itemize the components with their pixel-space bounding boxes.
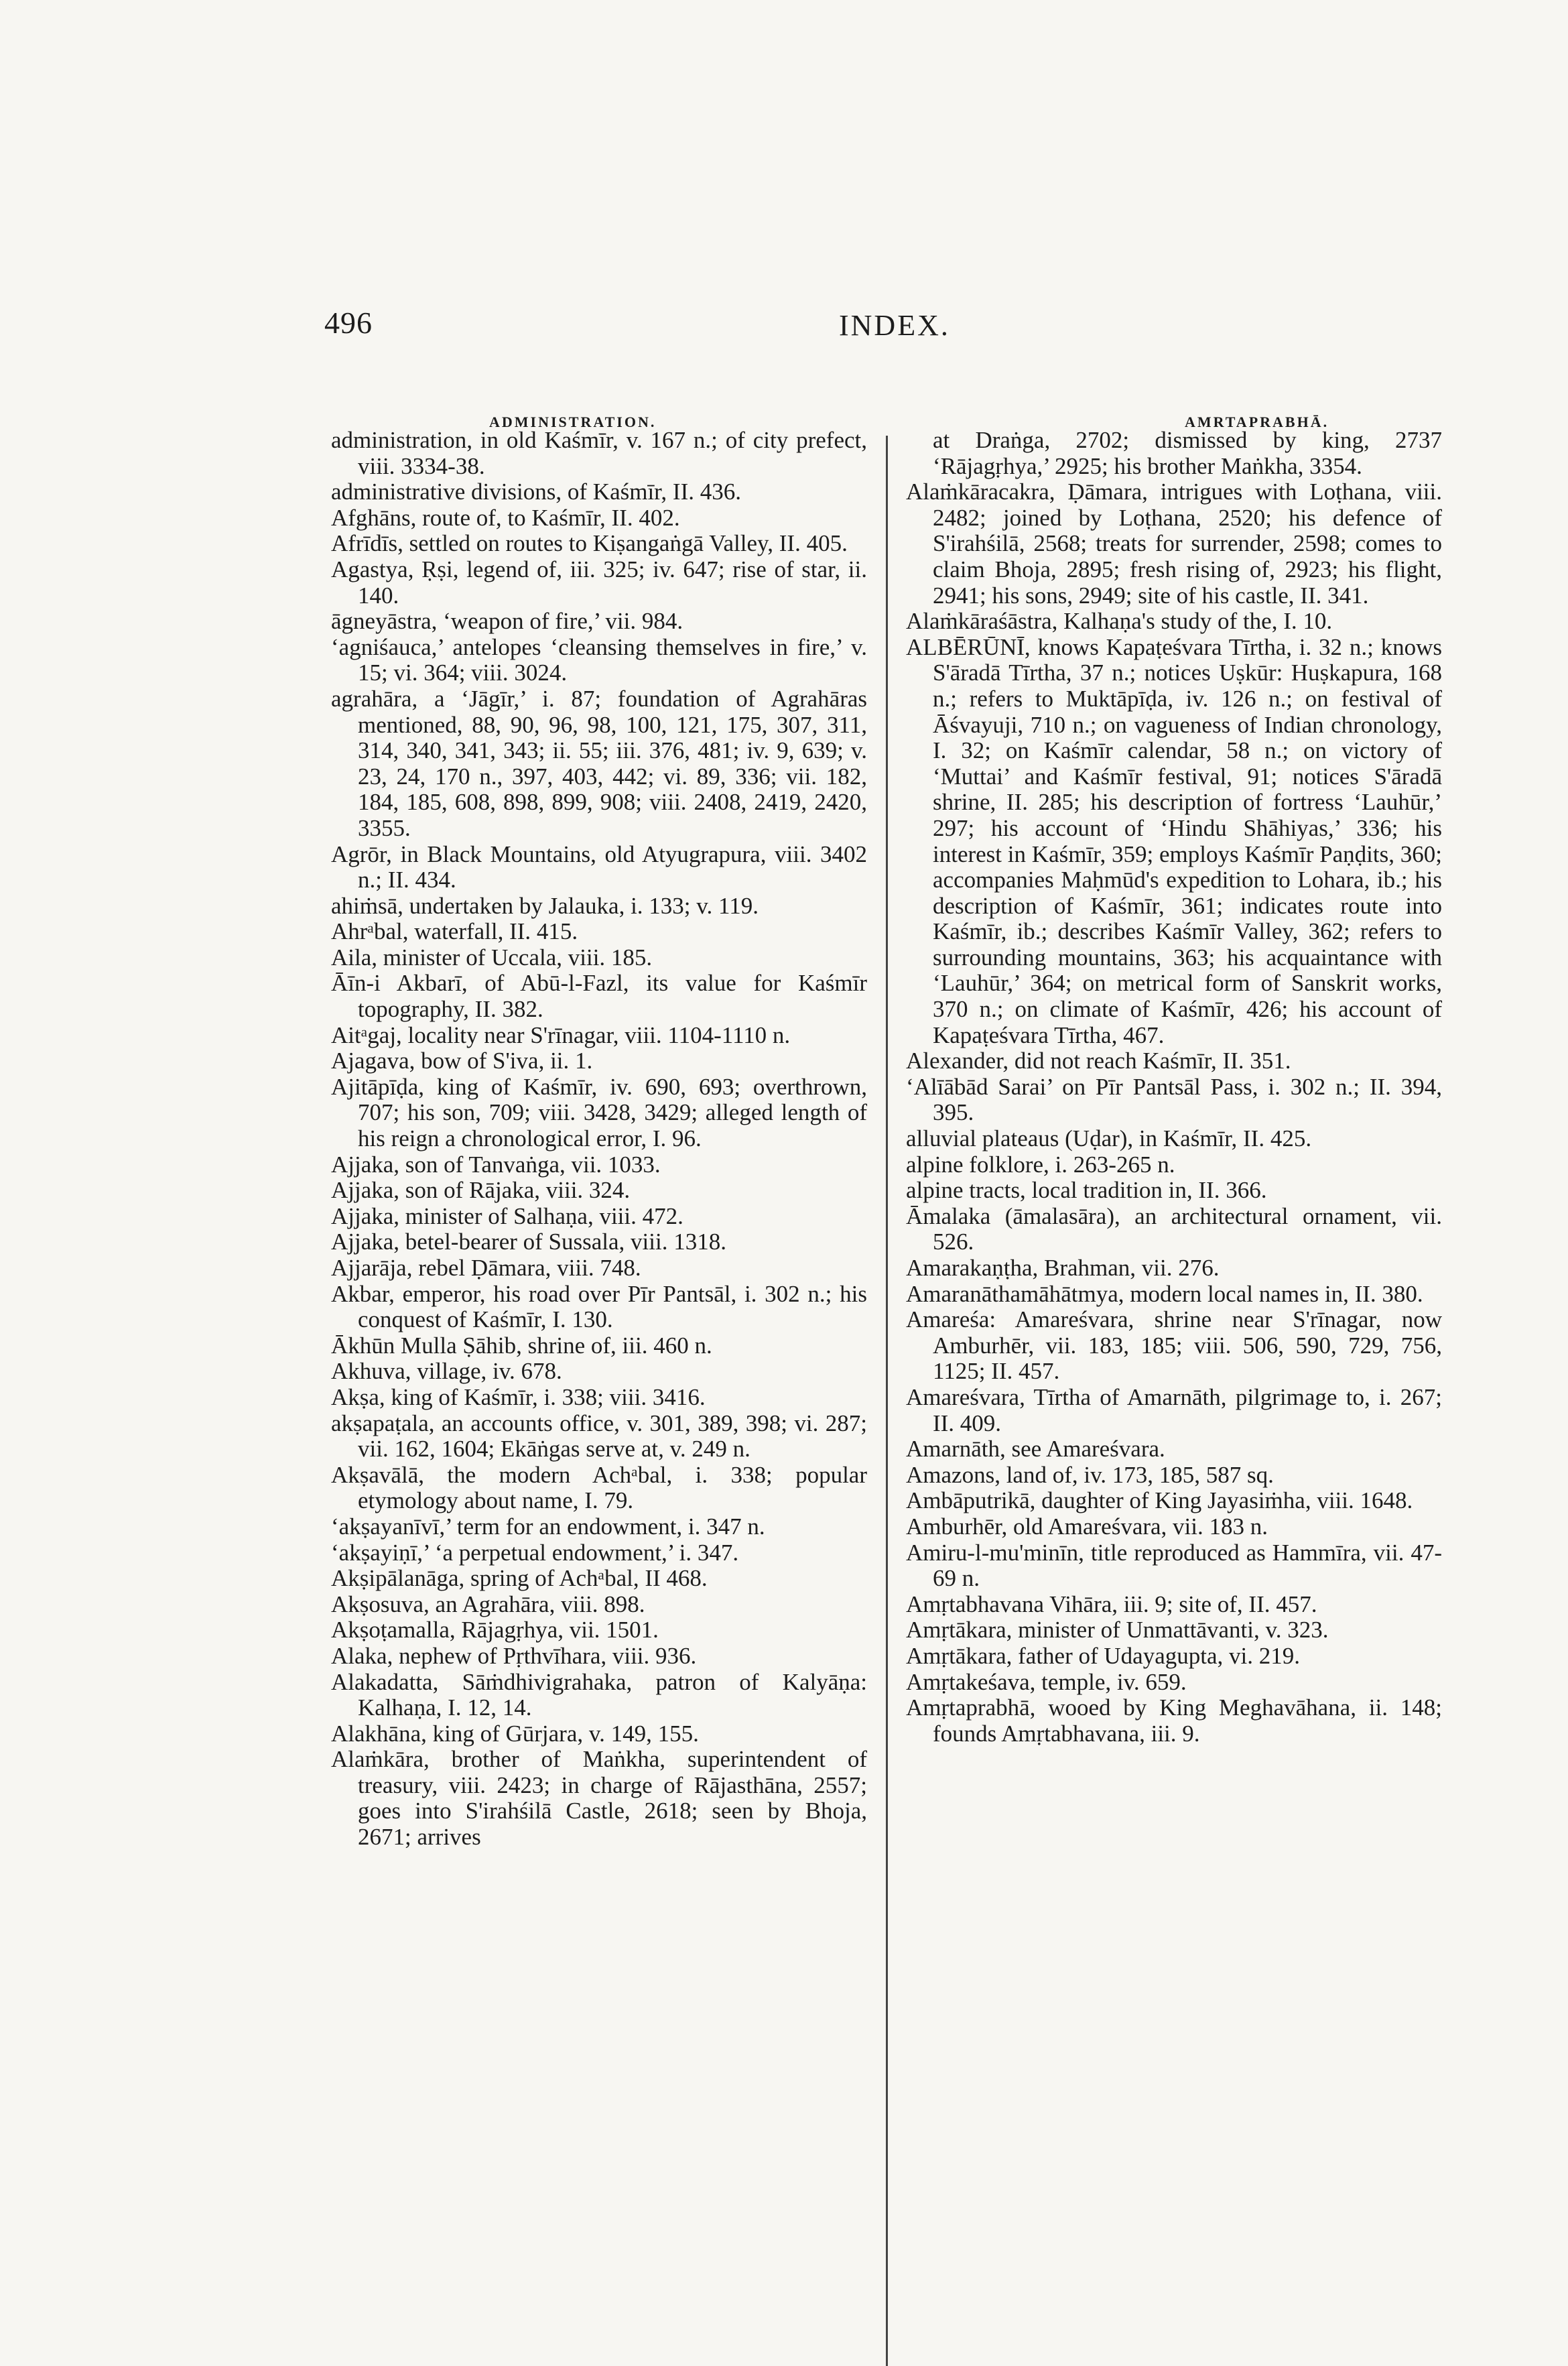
index-entry: Akbar, emperor, his road over Pīr Pantsāl, i. 302 n.; his conquest of Kaśmīr, I. 130.	[331, 1280, 867, 1333]
index-entry: administration, in old Kaśmīr, v. 167 n.; of city prefect, viii. 3334-38.	[331, 427, 867, 479]
index-entry: Akṣosuva, an Agrahāra, viii. 898.	[331, 1591, 645, 1617]
index-entry: Alakadatta, Sāṁdhivigrahaka, patron of Kalyāṇa: Kalhaṇa, I. 12, 14.	[331, 1668, 867, 1721]
index-column-left	[331, 428, 867, 1851]
index-entry: Ajitāpīḍa, king of Kaśmīr, iv. 690, 693; overthrown, 707; his son, 709; viii. 3428, 3429; alleged length of his reign a chronological error, I. 96.	[331, 1073, 867, 1152]
index-entry: ahiṁsā, undertaken by Jalauka, i. 133; v. 119.	[331, 892, 759, 919]
index-entry: administrative divisions, of Kaśmīr, II. 436.	[331, 479, 741, 505]
index-entry: Agastya, Ṛṣi, legend of, iii. 325; iv. 647; rise of star, ii. 140.	[331, 556, 867, 609]
index-entry: Amarnāth, see Amareśvara.	[906, 1436, 1165, 1462]
index-entry: ALBĒRŪNĪ, knows Kapaṭeśvara Tīrtha, i. 32 n.; knows S'āradā Tīrtha, 37 n.; notices Uṣkūr: Huṣkapura, 168 n.; refers to Muktāpīḍa, iv. 126 n.; on festival of Āśvayuji, 710 n.; on vagueness of Indian chronology, I. 32; on Kaśmīr calendar, 58 n.; on victory of ‘Muttai’ and Kaśmīr festival, 91; notices S'āradā shrine, II. 285; his description of fortress ‘Lauhūr,’ 297; his account of ‘Hindu Shāhiyas,’ 336; his interest in Kaśmīr, 359; employs Kaśmīr Paṇḍits, 360; accompanies Maḥmūd's expedition to Lohara, ib.; his description of Kaśmīr, 361; indicates route into Kaśmīr, ib.; describes Kaśmīr Valley, 362; refers to surrounding mountains, 363; his acquaintance with ‘Lauhūr,’ 364; on metrical form of Sanskrit works, 370 n.; on climate of Kaśmīr, 426; his account of Kapaṭeśvara Tīrtha, 467.	[906, 633, 1442, 1048]
index-entry: āgneyāstra, ‘weapon of fire,’ vii. 984.	[331, 608, 683, 635]
index-entry: Akṣa, king of Kaśmīr, i. 338; viii. 3416.	[331, 1383, 706, 1410]
index-entry: Ākhūn Mulla Ṣāhib, shrine of, iii. 460 n.	[331, 1332, 712, 1359]
index-entry: Ambāputrikā, daughter of King Jayasiṁha, viii. 1648.	[906, 1487, 1413, 1514]
page-number: 496	[324, 306, 373, 340]
page-title: INDEX.	[839, 309, 950, 342]
index-entry: Aila, minister of Uccala, viii. 185.	[331, 944, 653, 971]
index-entry: Alaṁkāraśāstra, Kalhaṇa's study of the, I. 10.	[906, 608, 1333, 635]
index-column-right	[906, 428, 1442, 1747]
index-entry: Aitᵃgaj, locality near S'rīnagar, viii. 1104-1110 n.	[331, 1021, 791, 1048]
index-entry: Āmalaka (āmalasāra), an architectural ornament, vii. 526.	[906, 1202, 1442, 1255]
index-entry: at Draṅga, 2702; dismissed by king, 2737 ‘Rājagṛhya,’ 2925; his brother Maṅkha, 3354.	[933, 427, 1442, 479]
index-entry: agrahāra, a ‘Jāgīr,’ i. 87; foundation of Agrahāras mentioned, 88, 90, 96, 98, 100, 121, 175, 307, 311, 314, 340, 341, 343; ii. 55; iii. 376, 481; iv. 9, 639; v. 23, 24, 170 n., 397, 403, 442; vi. 89, 336; vii. 182, 184, 185, 608, 898, 899, 908; viii. 2408, 2419, 2420, 3355.	[331, 685, 867, 841]
index-entry: Amṛtabhavana Vihāra, iii. 9; site of, II. 457.	[906, 1591, 1317, 1617]
index-entry: Akṣipālanāga, spring of Achᵃbal, II 468.	[331, 1565, 708, 1592]
index-entry: Alexander, did not reach Kaśmīr, II. 351.	[906, 1048, 1291, 1074]
index-entry: ‘akṣayiṇī,’ ‘a perpetual endowment,’ i. 347.	[331, 1539, 739, 1566]
index-entry: Akṣavālā, the modern Achᵃbal, i. 338; popular etymology about name, I. 79.	[331, 1461, 867, 1514]
index-entry: Ajjaka, son of Tanvaṅga, vii. 1033.	[331, 1151, 661, 1178]
index-entry: Amṛtaprabhā, wooed by King Meghavāhana, ii. 148; founds Amṛtabhavana, iii. 9.	[906, 1694, 1442, 1747]
index-entry: Amṛtākara, father of Udayagupta, vi. 219.	[906, 1642, 1300, 1669]
index-entry: Agrōr, in Black Mountains, old Atyugrapura, viii. 3402 n.; II. 434.	[331, 840, 867, 893]
index-entry: Alaṁkāracakra, Ḍāmara, intrigues with Loṭhana, viii. 2482; joined by Loṭhana, 2520; his defence of S'irahśilā, 2568; treats for surrender, 2598; comes to claim Bhoja, 2895; fresh rising of, 2923; his flight, 2941; his sons, 2949; site of his castle, II. 341.	[906, 479, 1442, 609]
index-entry: ‘Alīābād Sarai’ on Pīr Pantsāl Pass, i. 302 n.; II. 394, 395.	[906, 1073, 1442, 1126]
index-entry: Ajjaka, minister of Salhaṇa, viii. 472.	[331, 1202, 683, 1229]
index-entry: alluvial plateaus (Uḍar), in Kaśmīr, II. 425.	[906, 1125, 1312, 1152]
running-head-right: AMRTAPRABHĀ.	[1185, 414, 1329, 430]
index-entry: Amareśa: Amareśvara, shrine near S'rīnagar, now Amburhēr, vii. 183, 185; viii. 506, 590, 729, 756, 1125; II. 457.	[906, 1306, 1442, 1385]
index-entry: Alaka, nephew of Pṛthvīhara, viii. 936.	[331, 1642, 697, 1669]
index-entry: Akṣoṭamalla, Rājagṛhya, vii. 1501.	[331, 1617, 659, 1643]
index-entry: alpine tracts, local tradition in, II. 366.	[906, 1177, 1267, 1204]
index-entry: ‘agniśauca,’ antelopes ‘cleansing themselves in fire,’ v. 15; vi. 364; viii. 3024.	[331, 633, 867, 686]
index-entry: Afrīdīs, settled on routes to Kiṣangaṅgā Valley, II. 405.	[331, 530, 848, 557]
index-entry: akṣapaṭala, an accounts office, v. 301, 389, 398; vi. 287; vii. 162, 1604; Ekāṅgas serve at, v. 249 n.	[331, 1410, 867, 1462]
index-entry: Amaranāthamāhātmya, modern local names in, II. 380.	[906, 1280, 1423, 1307]
index-entry: Ajjaka, son of Rājaka, viii. 324.	[331, 1177, 631, 1204]
index-entry: Alaṁkāra, brother of Maṅkha, superintendent of treasury, viii. 2423; in charge of Rājasthāna, 2557; goes into S'irahśilā Castle, 2618; seen by Bhoja, 2671; arrives	[331, 1746, 867, 1851]
column-divider	[886, 436, 888, 2366]
index-entry: Ajjaka, betel-bearer of Sussala, viii. 1318.	[331, 1229, 726, 1255]
index-entry: alpine folklore, i. 263-265 n.	[906, 1151, 1175, 1178]
running-head-left: ADMINISTRATION.	[489, 414, 657, 430]
index-entry: Āīn-i Akbarī, of Abū-l-Fazl, its value for Kaśmīr topography, II. 382.	[331, 970, 867, 1023]
index-entry: Amazons, land of, iv. 173, 185, 587 sq.	[906, 1461, 1274, 1488]
index-entry: Afghāns, route of, to Kaśmīr, II. 402.	[331, 504, 680, 531]
index-entry: Amarakaṇṭha, Brahman, vii. 276.	[906, 1255, 1220, 1281]
index-entry: Amiru-l-mu'minīn, title reproduced as Hammīra, vii. 47-69 n.	[906, 1539, 1442, 1592]
index-entry: Amṛtakeśava, temple, iv. 659.	[906, 1668, 1187, 1695]
index-entry: ‘akṣayanīvī,’ term for an endowment, i. 347 n.	[331, 1513, 765, 1540]
index-entry: Amareśvara, Tīrtha of Amarnāth, pilgrimage to, i. 267; II. 409.	[906, 1383, 1442, 1436]
index-entry: Ajjarāja, rebel Ḍāmara, viii. 748.	[331, 1255, 641, 1281]
index-entry: Amburhēr, old Amareśvara, vii. 183 n.	[906, 1513, 1268, 1540]
index-entry: Ajagava, bow of S'iva, ii. 1.	[331, 1048, 593, 1074]
index-entry: Akhuva, village, iv. 678.	[331, 1358, 562, 1385]
index-entry: Amṛtākara, minister of Unmattāvanti, v. 323.	[906, 1617, 1329, 1643]
index-entry: Alakhāna, king of Gūrjara, v. 149, 155.	[331, 1720, 699, 1747]
index-entry: Ahrᵃbal, waterfall, II. 415.	[331, 918, 578, 945]
